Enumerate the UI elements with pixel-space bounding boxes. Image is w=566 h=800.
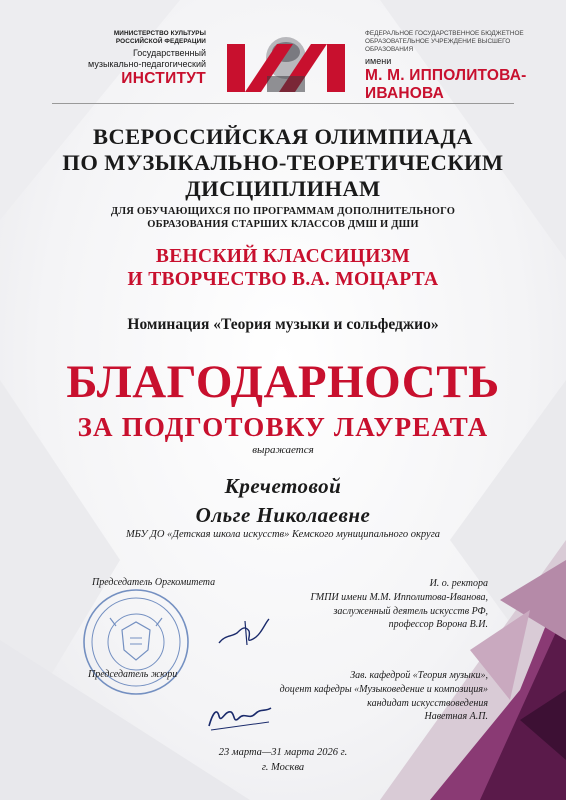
signature-left2-label: Председатель жюри — [88, 669, 178, 680]
theme-line2: И ТВОРЧЕСТВО В.А. МОЦАРТА — [127, 269, 439, 290]
rector-signature-block — [310, 577, 488, 632]
fed-line2: ОБРАЗОВАТЕЛЬНОЕ УЧРЕЖДЕНИЕ ВЫСШЕГО ОБРАЗОВАНИЯ — [365, 38, 511, 53]
header-left-institute — [60, 30, 206, 88]
recipient-given-name: Ольге Николаевне — [195, 503, 371, 527]
theme-title — [0, 245, 566, 291]
jury-line3: кандидат искусствоведения — [367, 697, 488, 709]
nomination: Номинация «Теория музыки и сольфеджио» — [127, 316, 439, 333]
signature-left1-label: Председатель Оргкомитета — [92, 577, 216, 588]
recipient-surname: Кречетовой — [224, 474, 342, 498]
event-city: г. Москва — [261, 762, 305, 773]
expressed-text: выражается — [252, 444, 314, 456]
award-title: БЛАГОДАРНОСТЬ — [66, 356, 500, 408]
award-subtitle: ЗА ПОДГОТОВКУ ЛАУРЕАТА — [77, 412, 489, 442]
jury-line1: Зав. кафедрой «Теория музыки», — [350, 670, 488, 681]
header-right-institute — [365, 30, 555, 103]
fed-line1: ФЕДЕРАЛЬНОЕ ГОСУДАРСТВЕННОЕ БЮДЖЕТНОЕ — [365, 30, 524, 37]
recipient-name — [0, 472, 566, 530]
header-divider — [52, 103, 514, 104]
jury-signature-block — [280, 669, 488, 724]
title-line3: ДИСЦИПЛИНАМ — [185, 176, 381, 201]
ministry-line2: РОССИЙСКОЙ ФЕДЕРАЦИИ — [115, 38, 206, 45]
rector-line2: ГМПИ имени М.М. Ипполитова-Иванова, — [310, 591, 488, 603]
name-prefix: имени — [365, 56, 392, 66]
olympiad-title — [0, 124, 566, 202]
olympiad-subtitle — [0, 206, 566, 231]
jury-line4: Наветная А.П. — [424, 711, 488, 723]
event-footer — [0, 745, 566, 775]
name-line1: М. М. ИППОЛИТОВА- — [365, 67, 527, 84]
rector-line3: заслуженный деятель искусств РФ, — [333, 605, 488, 617]
rector-line4: профессор Ворона В.И. — [388, 619, 488, 631]
recipient-school: МБУ ДО «Детская школа искусств» Кемского муниципального округа — [125, 529, 441, 540]
rector-line1: И. о. ректора — [429, 578, 488, 589]
subtitle-line1: ДЛЯ ОБУЧАЮЩИХСЯ ПО ПРОГРАММАМ ДОПОЛНИТЕЛЬНОГО — [110, 206, 456, 217]
ministry-line1: МИНИСТЕРСТВО КУЛЬТУРЫ — [113, 30, 206, 37]
institute-logo-icon — [217, 36, 355, 98]
signature-mark-1 — [215, 615, 275, 649]
theme-line1: ВЕНСКИЙ КЛАССИЦИЗМ — [155, 246, 411, 267]
subtitle-line2: ОБРАЗОВАНИЯ СТАРШИХ КЛАССОВ ДМШ И ДШИ — [147, 218, 419, 230]
signature-mark-2 — [205, 702, 275, 732]
title-line1: ВСЕРОССИЙСКАЯ ОЛИМПИАДА — [93, 124, 473, 149]
jury-line2: доцент кафедры «Музыковедение и композиция» — [279, 683, 488, 695]
name-line2: ИВАНОВА — [365, 85, 445, 102]
inst-line1: Государственный — [133, 48, 206, 58]
inst-line2: музыкально-педагогический — [88, 59, 206, 69]
event-dates: 23 марта—31 марта 2026 г. — [218, 747, 348, 758]
title-line2: ПО МУЗЫКАЛЬНО-ТЕОРЕТИЧЕСКИМ — [62, 150, 504, 175]
inst-line3: ИНСТИТУТ — [121, 70, 206, 87]
